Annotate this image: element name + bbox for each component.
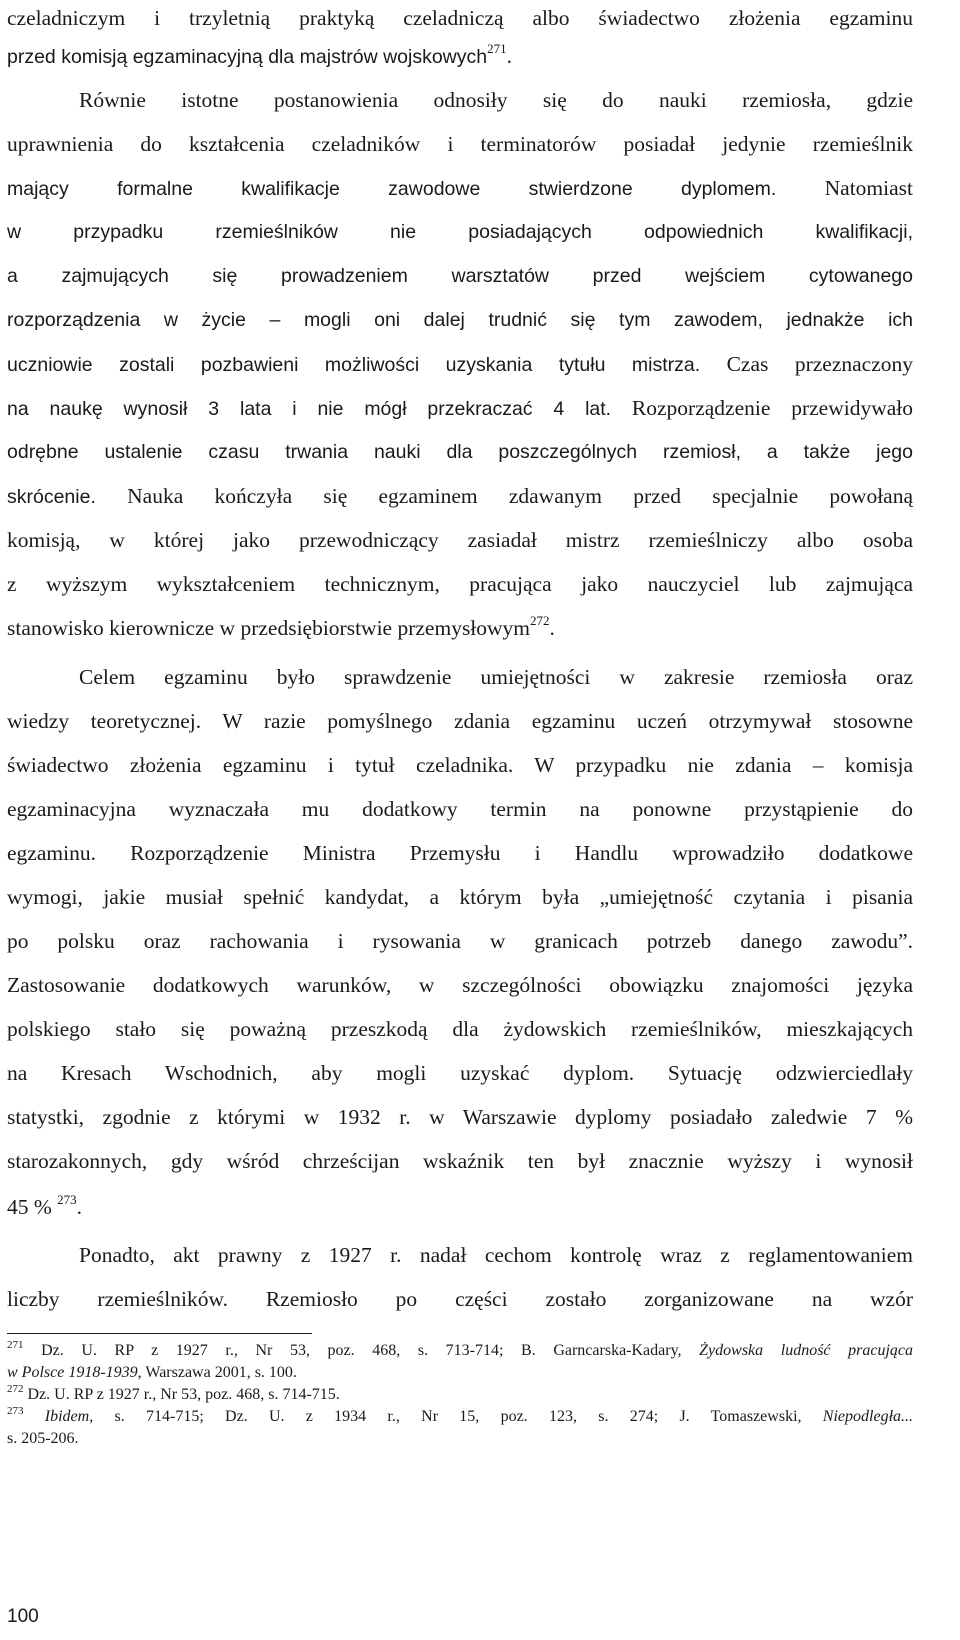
footnote-ref-271[interactable]: 271	[487, 41, 507, 56]
text-line: po polsku oraz rachowania i rysowania w granicach potrzeb danego zawodu”.	[7, 929, 913, 953]
text-line: z wyższym wykształceniem technicznym, pracująca jako nauczyciel lub zajmująca	[7, 572, 913, 596]
text-run: 45 %	[7, 1195, 52, 1219]
footnote-272	[7, 1384, 913, 1405]
text-run: przed komisją egzaminacyjną dla majstrów wojskowych	[7, 46, 488, 68]
footnote-text: Dz. U. RP z 1927 r., Nr 53, poz. 468, s. 713-714; B. Garncarska-Kadary,	[41, 1342, 682, 1359]
text-line	[7, 393, 913, 423]
text-line: liczby rzemieślników. Rzemiosło po części zostało zorganizowane na wzór	[7, 1287, 913, 1311]
text-line: w przypadku rzemieślników nie posiadających odpowiednich kwalifikacji,	[7, 221, 913, 243]
footnote-271	[7, 1340, 913, 1361]
text-run: .	[506, 44, 512, 68]
text-line: statystki, zgodnie z którymi w 1932 r. w Warszawie dyplomy posiadało zaledwie 7 %	[7, 1105, 913, 1129]
text-line: egzaminacyjna wyznaczała mu dodatkowy termin na ponowne przystąpienie do	[7, 797, 913, 821]
footnote-separator	[7, 1333, 312, 1334]
text-run: .	[549, 616, 555, 640]
text-line: wiedzy teoretycznej. W razie pomyślnego zdania egzaminu uczeń otrzymywał stosowne	[7, 709, 913, 733]
footnote-title: Niepodległa...	[822, 1408, 914, 1425]
footnote-text: Dz. U. RP z 1927 r., Nr 53, poz. 468, s. 714-715.	[27, 1386, 340, 1403]
text-line: wymogi, jakie musiał spełnić kandydat, a którym była „umiejętność czytania i pisania	[7, 885, 913, 909]
text-line: rozporządzenia w życie – mogli oni dalej trudnić się tym zawodem, jednakże ich	[7, 309, 913, 331]
footnote-number: 271	[7, 1339, 24, 1351]
text-line: egzaminu. Rozporządzenie Ministra Przemysłu i Handlu wprowadziło dodatkowe	[7, 841, 913, 865]
footnote-text: , Warszawa 2001, s. 100.	[137, 1364, 297, 1381]
text-line: świadectwo złożenia egzaminu i tytuł czeladnika. W przypadku nie zdania – komisja	[7, 753, 913, 777]
text-line: Zastosowanie dodatkowych warunków, w szczególności obowiązku znajomości języka	[7, 973, 913, 997]
text-run: stanowisko kierownicze w przedsiębiorstwie przemysłowym	[7, 616, 531, 640]
text-line: Ponadto, akt prawny z 1927 r. nadał cechom kontrolę wraz z reglamentowaniem	[79, 1243, 913, 1267]
footnote-ref-273[interactable]: 273	[57, 1192, 77, 1207]
footnote-ref-272[interactable]: 272	[530, 613, 550, 628]
text-run: Nauka kończyła się egzaminem zdawanym przed specjalnie powołaną	[127, 484, 914, 508]
text-line: Celem egzaminu było sprawdzenie umiejętności w zakresie rzemiosła oraz	[79, 665, 913, 689]
footnote-title: w Polsce 1918-1939	[7, 1364, 138, 1381]
text-run: mający formalne kwalifikacje zawodowe stwierdzone dyplomem.	[7, 178, 777, 200]
text-run: uczniowie zostali pozbawieni możliwości uzyskania tytułu mistrza.	[7, 354, 701, 376]
text-line	[7, 173, 913, 203]
text-line	[7, 1192, 913, 1222]
text-line: starozakonnych, gdy wśród chrześcijan wskaźnik ten był znacznie wyższy i wynosił	[7, 1149, 913, 1173]
text-run: Rozporządzenie przewidywało	[631, 396, 913, 420]
text-line: komisją, w której jako przewodniczący zasiadał mistrz rzemieślniczy albo osoba	[7, 528, 913, 552]
text-line	[7, 613, 913, 643]
page-number: 100	[7, 1606, 39, 1627]
footnote-title: Żydowska ludność pracująca	[699, 1342, 914, 1359]
footnote-number: 273	[7, 1405, 24, 1417]
footnote-title: Ibidem	[44, 1408, 90, 1425]
text-run: Czas przeznaczony	[726, 352, 913, 376]
footnote-text: s. 205-206.	[7, 1430, 79, 1447]
text-run: .	[76, 1195, 83, 1219]
text-line: a zajmujących się prowadzeniem warsztatów przed wejściem cytowanego	[7, 265, 913, 287]
text-line: Równie istotne postanowienia odnosiły się do nauki rzemiosła, gdzie	[79, 88, 913, 112]
text-run: skrócenie.	[7, 486, 96, 508]
text-line: uprawnienia do kształcenia czeladników i terminatorów posiadał jedynie rzemieślnik	[7, 132, 913, 156]
footnote-number: 272	[7, 1383, 24, 1395]
footnote-text: , s. 714-715; Dz. U. z 1934 r., Nr 15, poz. 123, s. 274; J. Tomaszewski,	[89, 1408, 802, 1425]
footnote-273	[7, 1406, 913, 1427]
text-line	[7, 41, 913, 71]
text-line	[7, 349, 913, 379]
footnote-271-continued	[7, 1362, 913, 1383]
text-run: na naukę wynosił 3 lata i nie mógł przekraczać 4 lat.	[7, 398, 612, 420]
text-line	[7, 481, 913, 511]
text-run: Natomiast	[824, 176, 913, 200]
text-line: polskiego stało się poważną przeszkodą dla żydowskich rzemieślników, mieszkających	[7, 1017, 913, 1041]
footnote-273-continued	[7, 1428, 913, 1449]
text-line: na Kresach Wschodnich, aby mogli uzyskać dyplom. Sytuację odzwierciedlały	[7, 1061, 913, 1085]
text-line: odrębne ustalenie czasu trwania nauki dla poszczególnych rzemiosł, a także jego	[7, 441, 913, 463]
text-line: czeladniczym i trzyletnią praktyką czeladniczą albo świadectwo złożenia egzaminu	[7, 6, 913, 30]
